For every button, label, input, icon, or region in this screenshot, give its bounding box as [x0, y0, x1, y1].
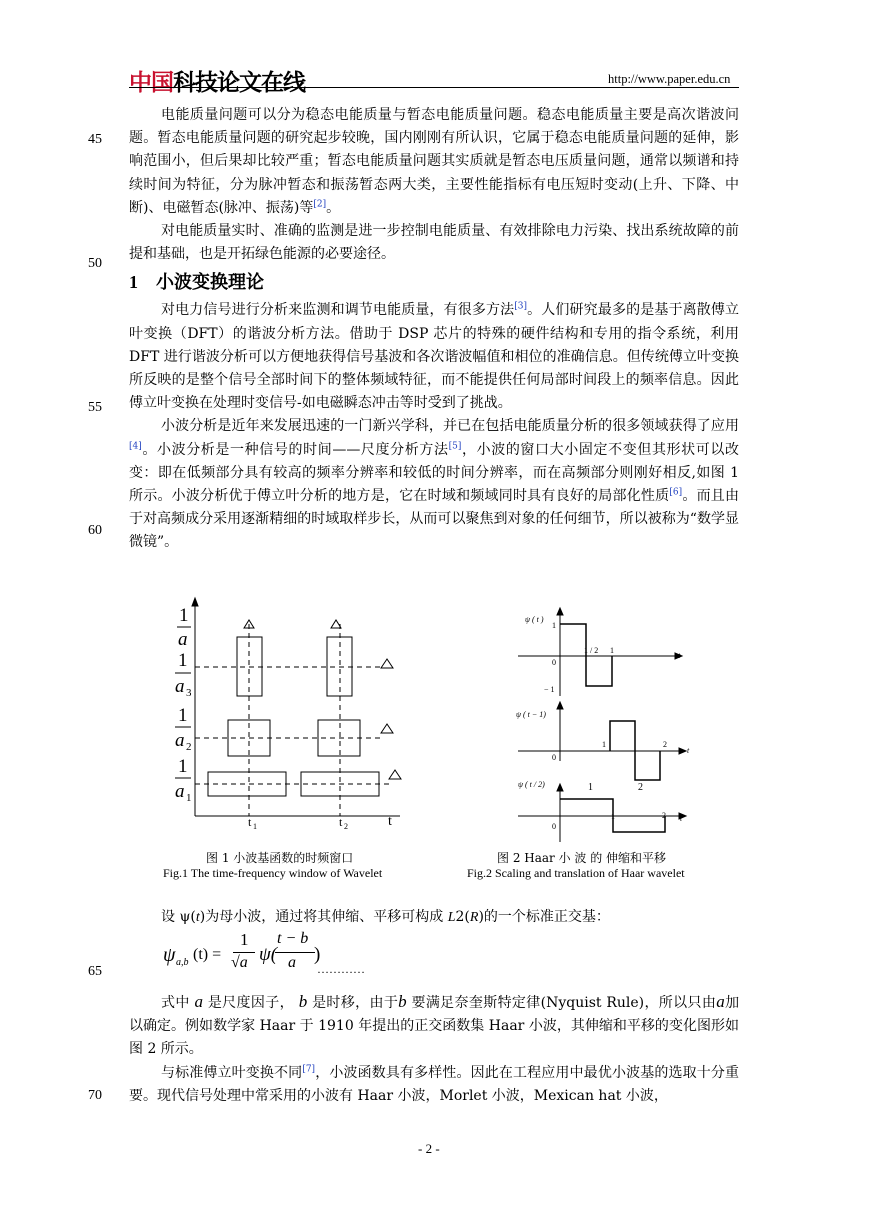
y-tick-sub: 1 [186, 792, 192, 804]
x-tick-sub: 2 [344, 822, 348, 831]
y-tick-label: a [175, 730, 185, 751]
x-tick-sub: 1 [253, 822, 257, 831]
x-axis-label: t [680, 814, 683, 823]
citation[interactable]: [3] [514, 301, 528, 312]
y-tick-label: 0 [552, 753, 556, 762]
y-tick-label: a [178, 629, 188, 650]
citation[interactable]: [7] [302, 1063, 316, 1074]
y-tick-label: a [175, 676, 185, 697]
paragraph: 电能质量问题可以分为稳态电能质量与暂态电能质量问题。稳态电能质量主要是高次谐波问题。暂态电能质量问题的研究起步较晚，国内刚刚有所认识，它属于稳态电能质量问题的延伸，影响范围小，但后果却比较严重；暂态电能质量问题其实质就是暂态电压质量问题，通常以频谱和持续时间为特征，分为脉冲暂态和振荡暂态两大类，主要性能指标有电压短时变动(上升、下降、中断)、电磁暂态(脉冲、振荡)等[2]。 [129, 107, 739, 216]
y-tick-label: 1 [179, 605, 189, 626]
x-tick-label: t [339, 815, 343, 829]
line-number: 55 [88, 400, 102, 415]
body-text-2 [129, 906, 739, 929]
paragraph: 与标准傅立叶变换不同[7]，小波函数具有多样性。因此在工程应用中最优小波基的选取十分重要。现代信号处理中常采用的小波有 Haar 小波，Morlet 小波，Mexican hat 小波， [129, 1063, 739, 1104]
body-text-3 [129, 990, 739, 1108]
x-axis-label: t [388, 814, 392, 829]
equation: ψ a,b (t) = 1 √a ψ( t − b a ) ………… [163, 930, 365, 976]
y-tick-label: 1 [178, 705, 188, 726]
line-number: 60 [88, 523, 102, 538]
plot-label: ψ ( t − 1) [516, 710, 546, 719]
x-tick-label: 1 / 2 [584, 646, 599, 655]
x-tick-label: 1 [610, 646, 614, 655]
body-text [129, 104, 739, 555]
x-tick-label: 1 [611, 812, 615, 821]
citation[interactable]: [5] [448, 440, 462, 451]
paragraph: 设 ψ(t)为母小波，通过将其伸缩、平移可构成 L2(R)的一个标准正交基： [161, 909, 610, 925]
value-label: 2 [638, 782, 643, 793]
paragraph: 小波分析是近年来发展迅速的一门新兴学科，并已在包括电能质量分析的很多领域获得了应用[4]。小波分析是一种信号的时间——尺度分析方法[5]，小波的窗口大小固定不变但其形状可以改变：即在低频部分具有较高的频率分辨率和较低的时间分辨率，而在高频部分则刚好相反,如图 1 所示。小波分析优于傅立叶分析的地方是，它在时域和频域同时具有良好的局部化性质[6]。而且由于对高频成分采用逐渐精细的时域取样步长，从而可以聚焦到对象的任何细节，所以被称为“数学显微镜”。 [129, 418, 740, 551]
figure-2-caption-en: Fig.2 Scaling and translation of Haar wavelet [467, 866, 685, 880]
figure-2-diagram [510, 606, 695, 842]
y-tick-label: 0 [552, 658, 556, 667]
line-number: 45 [88, 132, 102, 147]
y-tick-sub: 3 [186, 687, 192, 699]
y-tick-label: 1 [178, 756, 188, 777]
figure-2-caption-cn: 图 2 Haar 小 波 的 伸缩和平移 [497, 851, 667, 865]
line-number: 50 [88, 256, 102, 271]
y-tick-label: 0 [552, 822, 556, 831]
citation[interactable]: [4] [129, 440, 142, 451]
plot-label: ψ ( t / 2) [518, 780, 545, 789]
paragraph: 对电力信号进行分析来监测和调节电能质量，有很多方法[3]。人们研究最多的是基于离散傅立叶变换（DFT）的谐波分析方法。借助于 DSP 芯片的特殊的硬件结构和专用的指令系统，利用 DFT 进行谐波分析可以方便地获得信号基波和各次谐波幅值和相位的准确信息。但传统傅立叶变换所反映的是整个信号全部时间下的整体频域特征，而不能提供任何局部时间段上的频率信息。因此傅立叶变换在处理时变信号-如电磁瞬态冲击等时受到了挑战。 [129, 301, 739, 412]
citation[interactable]: [6] [669, 487, 683, 498]
x-tick-label: 2 [662, 811, 666, 820]
x-axis-label: t [678, 651, 681, 660]
x-tick-label: 2 [663, 740, 667, 749]
section-heading: 1 小波变换理论 [129, 272, 264, 294]
x-tick-label: t [248, 815, 252, 829]
y-tick-label: a [175, 781, 185, 802]
y-tick-label: 1 [552, 621, 556, 630]
site-logo: 中国科技论文在线 [129, 70, 305, 96]
y-tick-label: − 1 [544, 685, 555, 694]
x-tick-label: 1 [602, 740, 606, 749]
paragraph: 对电能质量实时、准确的监测是进一步控制电能质量、有效排除电力污染、找出系统故障的前提和基础，也是开拓绿色能源的必要途径。 [129, 223, 739, 263]
value-label: 1 [588, 782, 593, 793]
header-url[interactable]: http://www.paper.edu.cn [608, 72, 731, 86]
citation[interactable]: [2] [313, 199, 327, 210]
page-number: - 2 - [418, 1141, 440, 1156]
line-number: 70 [88, 1088, 102, 1103]
y-tick-label: 1 [178, 650, 188, 671]
figure-1-caption-en: Fig.1 The time-frequency window of Wavelet [163, 866, 383, 880]
paragraph: 式中 a 是尺度因子， b 是时移，由于b 要满足奈奎斯特定律(Nyquist Rule)，所以只由a加以确定。例如数学家 Haar 于 1910 年提出的正交函数集 Haar 小波，其伸缩和平移的变化图形如图 2 所示。 [129, 992, 740, 1058]
plot-label: ψ ( t ) [525, 615, 544, 624]
header-rule [129, 87, 739, 88]
line-number: 65 [88, 964, 102, 979]
figure-1-diagram [160, 596, 430, 836]
x-axis-label: t [687, 746, 690, 755]
figure-1-caption-cn: 图 1 小波基函数的时频窗口 [206, 851, 354, 865]
y-tick-sub: 2 [186, 741, 192, 753]
